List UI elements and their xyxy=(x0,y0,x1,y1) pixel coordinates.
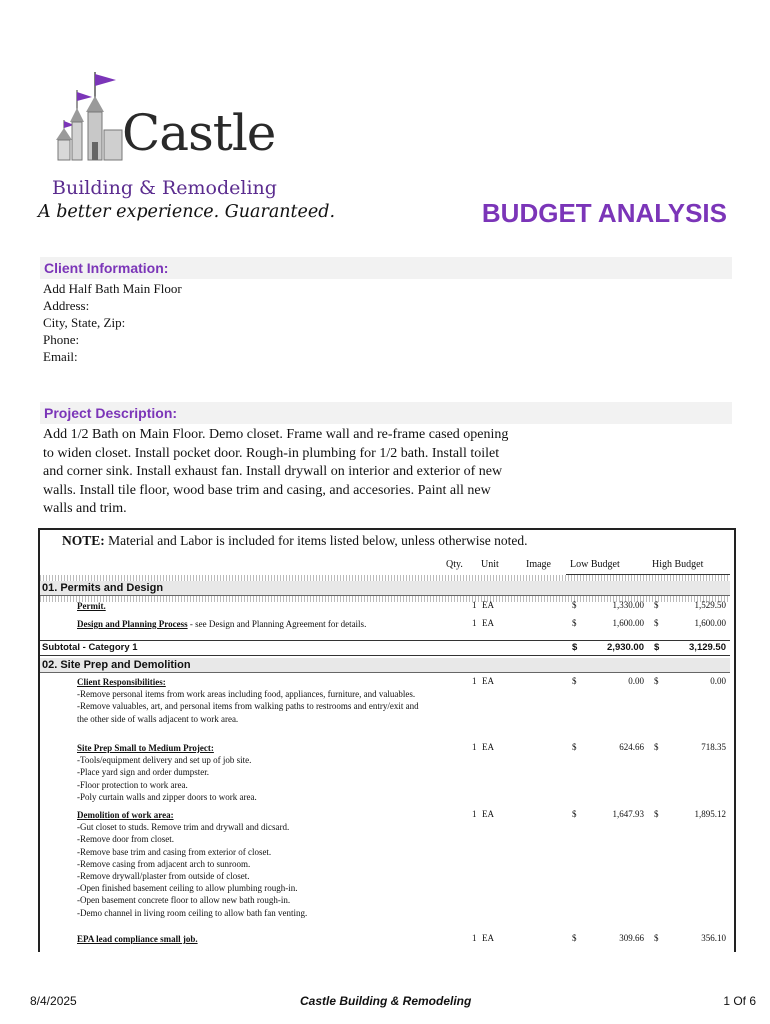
currency: $ xyxy=(572,600,577,610)
table-row xyxy=(40,809,730,921)
currency: $ xyxy=(654,933,659,943)
header-high-budget: High Budget xyxy=(652,559,704,570)
description-line: Add 1/2 Bath on Main Floor. Demo closet. Frame wall and re-frame cased opening xyxy=(43,427,509,442)
project-description xyxy=(43,426,533,519)
logo-brand: Castle xyxy=(122,104,276,162)
high-budget: 356.10 xyxy=(701,933,726,943)
low-budget: 309.66 xyxy=(619,933,644,943)
low-budget: 624.66 xyxy=(619,742,644,752)
currency: $ xyxy=(572,933,577,943)
item-qty: 1 xyxy=(472,809,477,819)
project-description-heading: Project Description: xyxy=(40,402,732,424)
currency: $ xyxy=(654,742,659,752)
client-email: Email: xyxy=(43,349,78,364)
note-text: Material and Labor is included for items listed below, unless otherwise noted. xyxy=(104,533,528,548)
table-row xyxy=(40,742,730,806)
item-unit: EA xyxy=(482,742,494,752)
description-line: to widen closet. Install pocket door. Rough-in plumbing for 1/2 bath. Install toilet xyxy=(43,445,500,461)
table-row xyxy=(40,676,730,730)
currency: $ xyxy=(572,642,578,653)
item-qty: 1 xyxy=(472,742,477,752)
note xyxy=(62,533,528,549)
currency: $ xyxy=(654,809,659,819)
footer-company: Castle Building & Remodeling xyxy=(300,994,472,1008)
note-label: NOTE: xyxy=(62,533,105,548)
high-budget: 718.35 xyxy=(701,742,726,752)
currency: $ xyxy=(572,676,577,686)
client-phone: Phone: xyxy=(43,332,80,347)
item-name: Design and Planning Process - see Design and Planning Agreement for details. xyxy=(77,619,367,629)
low-budget: 0.00 xyxy=(628,676,644,686)
currency: $ xyxy=(654,676,659,686)
page-title: BUDGET ANALYSIS xyxy=(481,198,727,228)
description-line: walls and trim. xyxy=(43,501,127,516)
table-row xyxy=(40,618,730,634)
subtotal-label: Subtotal - Category 1 xyxy=(42,642,138,653)
company-logo xyxy=(38,70,336,230)
high-budget: 0.00 xyxy=(710,676,726,686)
item-name: Permit. xyxy=(77,601,106,611)
high-budget: 1,895.12 xyxy=(694,809,726,819)
currency: $ xyxy=(572,809,577,819)
high-budget: 1,529.50 xyxy=(694,600,726,610)
budget-table xyxy=(38,528,736,952)
footer-page-number: 1 Of 6 xyxy=(723,994,756,1008)
logo-subtitle: Building & Remodeling xyxy=(52,177,277,199)
low-budget: 1,330.00 xyxy=(612,600,644,610)
subtotal-high: 3,129.50 xyxy=(689,642,726,653)
footer-date: 8/4/2025 xyxy=(30,994,77,1008)
header-image: Image xyxy=(526,559,551,570)
item-name: EPA lead compliance small job. xyxy=(77,934,198,944)
category-header: 01. Permits and Design xyxy=(40,581,730,596)
currency: $ xyxy=(572,618,577,628)
low-budget: 1,600.00 xyxy=(612,618,644,628)
header-qty: Qty. xyxy=(446,559,463,570)
currency: $ xyxy=(572,742,577,752)
item-unit: EA xyxy=(482,933,494,943)
logo-tagline: A better experience. Guaranteed. xyxy=(38,202,336,222)
client-info xyxy=(43,280,182,365)
item-qty: 1 xyxy=(472,676,477,686)
description-line: walls. Install tile floor, wood base trim and casing, and accesories. Paint all new xyxy=(43,482,491,498)
description-line: and corner sink. Install exhaust fan. Install drywall on interior and exterior of new xyxy=(43,464,503,479)
high-budget: 1,600.00 xyxy=(694,618,726,628)
item-description: Client Responsibilities: -Remove personal items from work areas including food, appliances, furniture, and valuables. -Remove valuables, art, and personal items from walking paths to restrooms and entry/exit and the other side of walls adjacent to work area. xyxy=(77,677,419,724)
item-qty: 1 xyxy=(472,600,477,610)
item-unit: EA xyxy=(482,676,494,686)
currency: $ xyxy=(654,642,660,653)
item-unit: EA xyxy=(482,618,494,628)
table-row xyxy=(40,600,730,616)
client-info-heading: Client Information: xyxy=(40,257,732,279)
header-low-budget: Low Budget xyxy=(570,559,620,570)
client-address: Address: xyxy=(43,298,90,313)
client-project-name: Add Half Bath Main Floor xyxy=(43,281,182,296)
low-budget: 1,647.93 xyxy=(612,809,644,819)
item-unit: EA xyxy=(482,809,494,819)
subtotal-low: 2,930.00 xyxy=(607,642,644,653)
category-header: 02. Site Prep and Demolition xyxy=(40,658,730,673)
item-qty: 1 xyxy=(472,933,477,943)
client-city: City, State, Zip: xyxy=(43,315,126,330)
subtotal-row xyxy=(40,640,730,656)
item-qty: 1 xyxy=(472,618,477,628)
item-unit: EA xyxy=(482,600,494,610)
currency: $ xyxy=(654,600,659,610)
item-description: Demolition of work area: -Gut closet to studs. Remove trim and drywall and dicsard. -Remove door from closet. -Remove base trim and casing from exterior of closet. -Remove casing from adjacent arch to sunroom. -Remove drywall/plaster from outside of closet. -Open finished basement ceiling to allow plumbing rough-in. -Open basement concrete floor to allow new bath rough-in. -Demo channel in living room ceiling to allow bath fan venting. xyxy=(77,810,308,918)
item-description: Site Prep Small to Medium Project: -Tools/equipment delivery and set up of job site. -Place yard sign and order dumpster. -Floor protection to work area. -Poly curtain walls and zipper doors to work area. xyxy=(77,743,257,802)
header-unit: Unit xyxy=(481,559,499,570)
currency: $ xyxy=(654,618,659,628)
table-row xyxy=(40,933,730,947)
